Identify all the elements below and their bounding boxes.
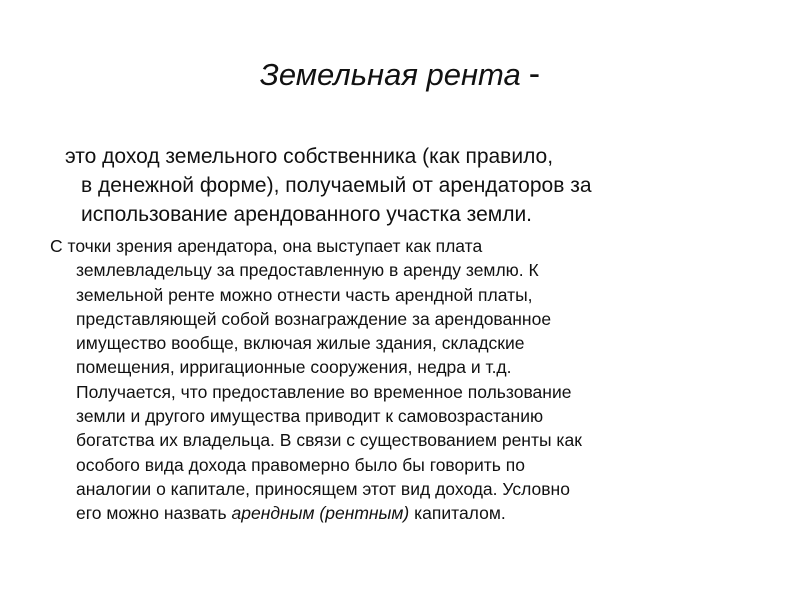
body-line: богатства их владельца. В связи с существованием ренты как xyxy=(76,430,582,451)
body-line: земли и другого имущества приводит к самовозрастанию xyxy=(76,406,544,427)
body-line: представляющей собой вознаграждение за арендованное xyxy=(76,308,552,329)
definition-line: использование арендованного участка земли. xyxy=(81,203,533,226)
body-paragraph xyxy=(50,234,770,526)
title-dash: - xyxy=(528,55,541,93)
last-line-end: капиталом. xyxy=(409,503,506,524)
title-text: Земельная рента xyxy=(259,57,521,92)
body-line: С точки зрения арендатора, она выступает как плата xyxy=(50,236,483,256)
last-line-start: его можно назвать xyxy=(76,503,232,524)
definition-line: это доход земельного собственника (как правило, xyxy=(65,145,554,168)
body-line: имущество вообще, включая жилые здания, складские xyxy=(76,333,525,354)
slide-title xyxy=(0,52,800,97)
body-line: аналогии о капитале, приносящем этот вид дохода. Условно xyxy=(76,478,570,499)
italic-term: арендным (рентным) xyxy=(231,503,410,524)
body-line: землевладельцу за предоставленную в аренду землю. К xyxy=(76,260,539,281)
definition-block xyxy=(65,142,755,229)
definition-line: в денежной форме), получаемый от арендаторов за xyxy=(81,174,592,197)
body-line: Получается, что предоставление во временное пользование xyxy=(76,381,572,402)
body-line: помещения, ирригационные сооружения, недра и т.д. xyxy=(76,357,512,378)
body-line: земельной ренте можно отнести часть арендной платы, xyxy=(76,284,533,305)
body-line: особого вида дохода правомерно было бы говорить по xyxy=(76,454,525,475)
body-line-last xyxy=(50,501,770,525)
